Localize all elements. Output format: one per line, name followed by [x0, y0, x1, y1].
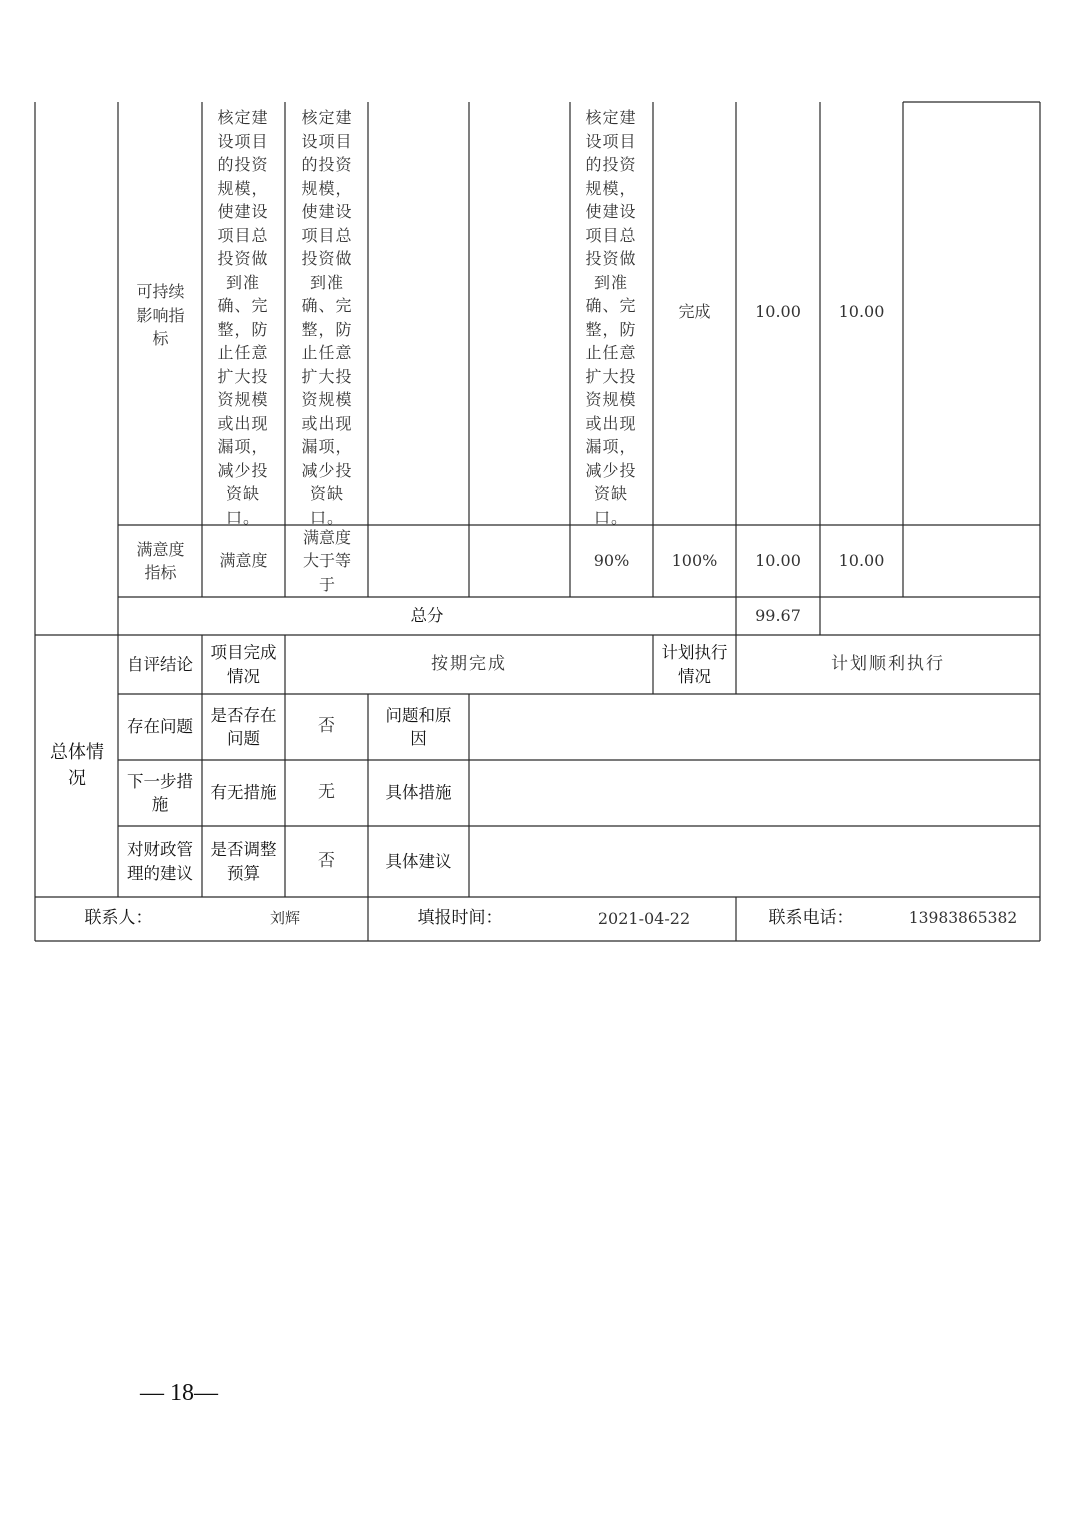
sustain-category: 可持续影响指标: [136, 282, 185, 348]
page-number: — 18—: [140, 1380, 218, 1406]
overall-label: 总体情况: [50, 742, 104, 789]
plan-value: 计划顺利执行: [831, 653, 945, 674]
finance-value: 否: [318, 850, 335, 871]
contact-phone-label: 联系电话：: [768, 908, 854, 929]
contact-phone: 13983865382: [908, 909, 1018, 928]
total-label: 总分: [410, 606, 444, 626]
next-steps-sub-label: 有无措施: [210, 783, 277, 803]
satisfaction-completion: 100%: [671, 551, 718, 571]
satisfaction-category: 满意度指标: [136, 539, 185, 582]
sustain-score: 10.00: [838, 302, 885, 321]
finance-label: 对财政管理的建议: [127, 840, 193, 883]
sustain-completion: 完成: [678, 302, 711, 321]
satisfaction-actual: 90%: [593, 551, 630, 571]
sustain-weight: 10.00: [755, 302, 801, 321]
finance-detail-value: [469, 826, 1040, 897]
issues-label: 存在问题: [127, 717, 193, 737]
conclusion-value: 按期完成: [431, 653, 507, 674]
next-steps-value: 无: [318, 782, 335, 803]
next-steps-label: 下一步措施: [127, 771, 193, 814]
conclusion-sub-label: 项目完成情况: [210, 643, 277, 686]
satisfaction-weight: 10.00: [755, 551, 801, 571]
contact-person-label: 联系人：: [84, 908, 153, 929]
total-value: 99.67: [755, 606, 801, 626]
satisfaction-indicator: 满意度: [219, 551, 268, 571]
issues-value: 否: [318, 716, 335, 737]
issues-detail-value: [469, 694, 1040, 760]
next-steps-detail-value: [469, 760, 1040, 826]
finance-detail-label: 具体建议: [385, 851, 452, 871]
finance-sub-label: 是否调整预算: [210, 840, 277, 883]
satisfaction-target: 满意度大于等于: [302, 527, 351, 594]
next-steps-detail-label: 具体措施: [385, 783, 452, 803]
plan-label: 计划执行情况: [661, 643, 728, 686]
sustain-actual: 核定建设项目的投资规模，使建设项目总投资做到准确、完整，防止任意扩大投资规模或出现漏项，减少投资缺口。: [585, 108, 637, 527]
satisfaction-score: 10.00: [838, 551, 885, 571]
sustain-target: 核定建设项目的投资规模，使建设项目总投资做到准确、完整，防止任意扩大投资规模或出现漏项，减少投资缺口。: [301, 108, 353, 527]
sustain-indicator: 核定建设项目的投资规模，使建设项目总投资做到准确、完整，防止任意扩大投资规模或出现漏项，减少投资缺口。: [217, 108, 269, 527]
report-date-label: 填报时间：: [417, 908, 503, 929]
issues-sub-label: 是否存在问题: [210, 705, 277, 748]
report-date: 2021-04-22: [597, 909, 691, 929]
contact-person: 刘辉: [269, 909, 300, 928]
conclusion-label: 自评结论: [127, 654, 193, 674]
issues-detail-label: 问题和原因: [385, 705, 452, 748]
